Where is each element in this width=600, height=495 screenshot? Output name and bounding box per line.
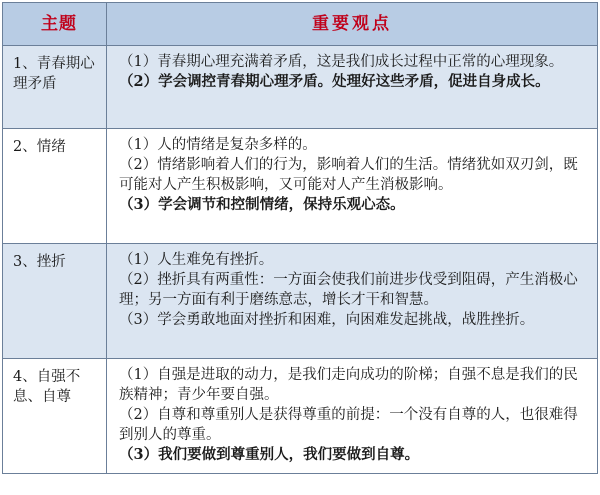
row-points — [107, 46, 598, 129]
point-text: （2）情绪影响着人们的行为，影响着人们的生活。情绪犹如双刃剑，既可能对人产生积极影响，又可能对人产生消极影响。 — [119, 157, 578, 193]
header-row — [3, 3, 598, 46]
point-text: （2）挫折具有两重性：一方面会使我们前进步伐受到阻碍，产生消极心理；另一方面有利于磨练意志，增长才干和智慧。 — [119, 272, 578, 308]
point-text: （1）青春期心理充满着矛盾，这是我们成长过程中正常的心理现象。 — [119, 54, 564, 70]
row-topic: 1、青春期心理矛盾 — [3, 46, 107, 129]
point-text-bold: （2）学会调控青春期心理矛盾。处理好这些矛盾，促进自身成长。 — [119, 73, 550, 90]
point-text: （1）自强是进取的动力，是我们走向成功的阶梯；自强不息是我们的民族精神；青少年要自强。 — [119, 367, 578, 403]
table-row — [3, 46, 598, 129]
point-text: （1）人的情绪是复杂多样的。 — [119, 137, 317, 153]
points-header: 重要观点 — [107, 3, 598, 46]
row-topic: 4、自强不息、自尊 — [3, 359, 107, 474]
row-topic: 2、情绪 — [3, 129, 107, 244]
point-text-bold: （3）学会调节和控制情绪，保持乐观心态。 — [119, 196, 405, 213]
table-row — [3, 244, 598, 359]
topic-header: 主题 — [3, 3, 107, 46]
point-text: （2）自尊和尊重别人是获得尊重的前提：一个没有自尊的人，也很难得到别人的尊重。 — [119, 407, 578, 443]
row-points — [107, 129, 598, 244]
table-row — [3, 129, 598, 244]
table-row — [3, 359, 598, 474]
summary-table — [2, 2, 598, 474]
row-points — [107, 244, 598, 359]
point-text: （1）人生难免有挫折。 — [119, 252, 274, 268]
row-points — [107, 359, 598, 474]
point-text-bold: （3）我们要做到尊重别人，我们要做到自尊。 — [119, 446, 420, 463]
row-topic: 3、挫折 — [3, 244, 107, 359]
point-text: （3）学会勇敢地面对挫折和困难，向困难发起挑战，战胜挫折。 — [119, 312, 535, 328]
